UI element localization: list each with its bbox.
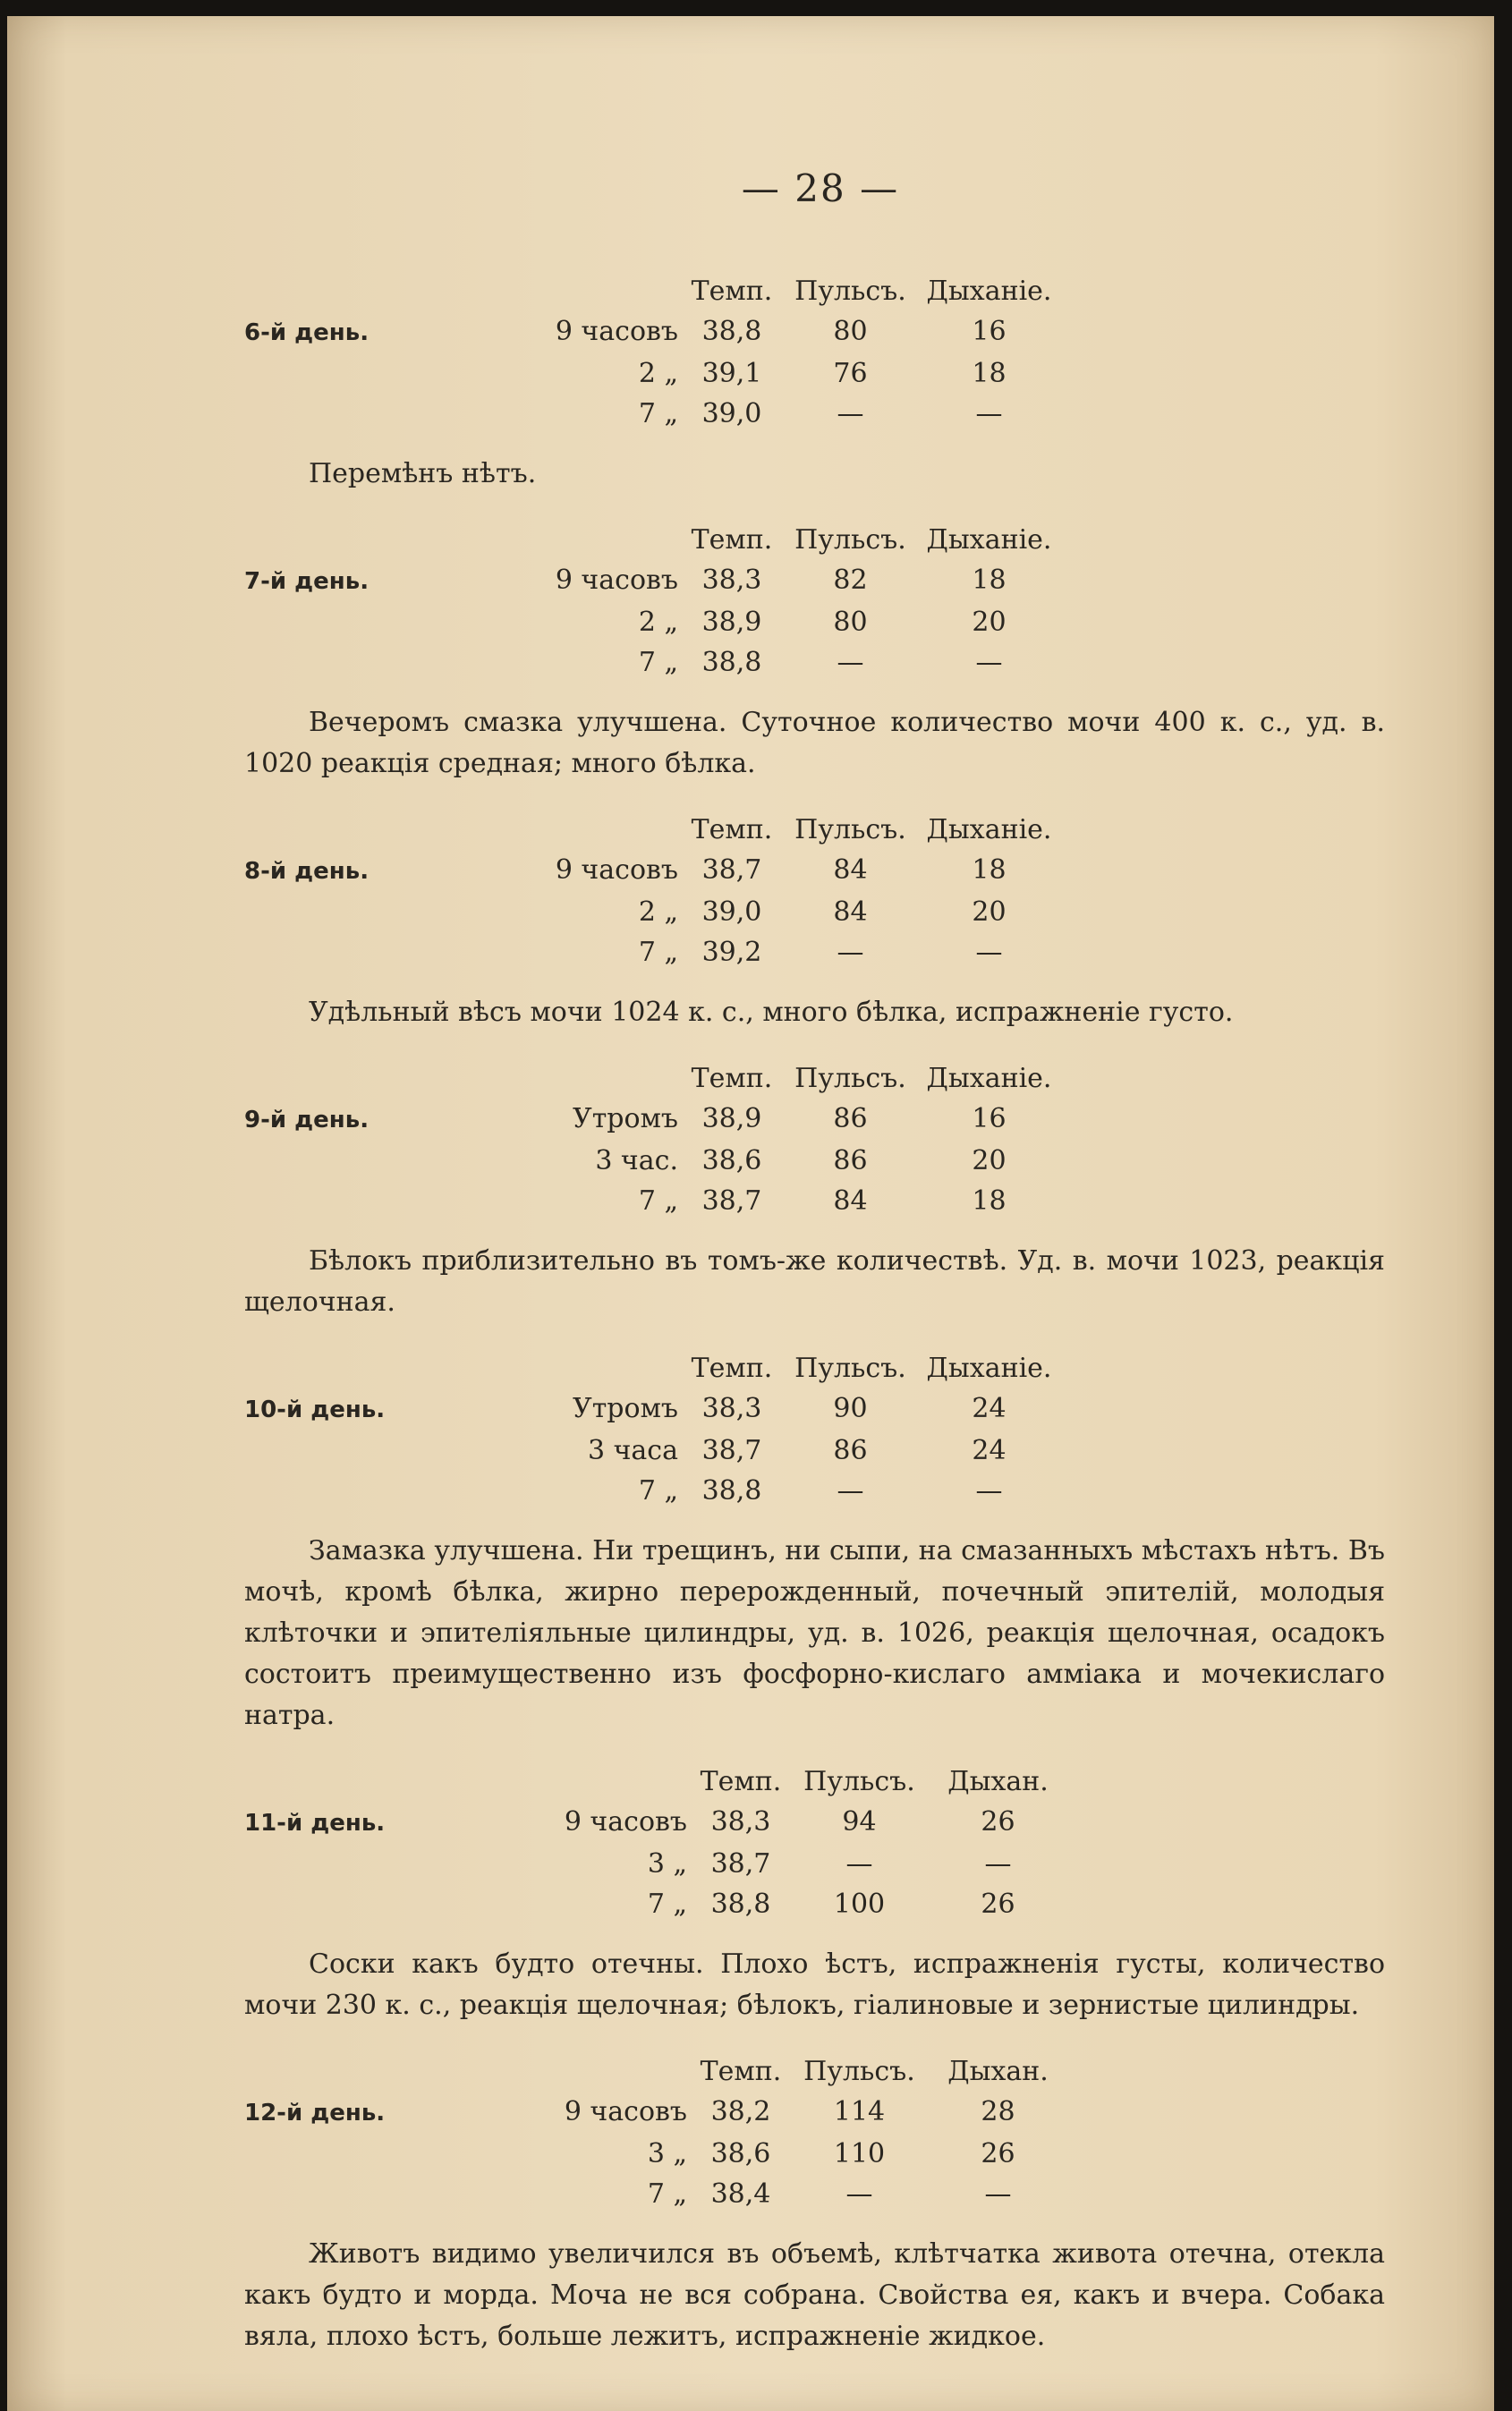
- resp-cell: —: [975, 647, 1003, 678]
- resp-header: Дыханіе.: [926, 524, 1052, 556]
- pulse-header: Пульсъ.: [803, 2056, 915, 2087]
- table-row: [244, 1388, 1403, 1430]
- table-row: [244, 311, 1403, 353]
- resp-header: Дыханіе.: [926, 276, 1052, 307]
- resp-cell: 16: [972, 316, 1007, 347]
- table-row: [244, 850, 1403, 892]
- pulse-cell: 86: [833, 1145, 868, 1176]
- time-cell: 9 часовъ: [555, 565, 678, 596]
- time-cell: 3 „: [647, 2138, 687, 2169]
- resp-cell: 16: [972, 1103, 1007, 1134]
- day-block: [244, 271, 1403, 495]
- table-row: [244, 1099, 1403, 1141]
- table-row: [244, 560, 1403, 602]
- pulse-cell: 100: [833, 1889, 886, 1920]
- resp-cell: —: [975, 937, 1003, 968]
- table-row: [244, 394, 1403, 434]
- pulse-header: Пульсъ.: [794, 814, 906, 845]
- table-row: [244, 1884, 1403, 1924]
- day-label: 6-й день.: [244, 319, 370, 346]
- pulse-cell: 94: [842, 1806, 877, 1838]
- resp-cell: 18: [972, 358, 1007, 389]
- day-label: 11-й день.: [244, 1810, 386, 1837]
- table-row: [244, 932, 1403, 972]
- resp-cell: 18: [972, 565, 1007, 596]
- pulse-cell: 76: [833, 358, 868, 389]
- pulse-cell: —: [845, 2178, 873, 2210]
- time-cell: 7 „: [647, 1889, 687, 1920]
- resp-cell: —: [984, 2178, 1012, 2210]
- time-cell: 2 „: [638, 896, 678, 928]
- time-cell: 7 „: [638, 398, 678, 429]
- temp-cell: 38,8: [701, 647, 762, 678]
- time-cell: 2 „: [638, 607, 678, 638]
- temp-cell: 39,1: [701, 358, 762, 389]
- day-note: Удѣльный вѣсъ мочи 1024 к. с., много бѣлка, испражненіе густо.: [309, 997, 1234, 1028]
- page-number: — 28 —: [741, 166, 900, 210]
- pulse-cell: —: [837, 647, 864, 678]
- resp-cell: 26: [981, 2138, 1015, 2169]
- pulse-cell: 86: [833, 1103, 868, 1134]
- day-note: Соски какъ будто отечны. Плохо ѣстъ, испражненія густы, количество мочи 230 к. с., реакція щелочная; бѣлокъ, гіалиновые и зернистые цилиндры.: [244, 1948, 1385, 2021]
- resp-cell: 24: [972, 1393, 1007, 1424]
- day-label: 8-й день.: [244, 858, 370, 885]
- temp-cell: 38,4: [710, 2178, 771, 2210]
- temp-cell: 38,2: [710, 2096, 771, 2127]
- table-header: [244, 1348, 1403, 1388]
- pulse-cell: 86: [833, 1435, 868, 1466]
- temp-header: Темп.: [700, 1766, 782, 1797]
- day-note: Замазка улучшена. Ни трещинъ, ни сыпи, на смазанныхъ мѣстахъ нѣтъ. Въ мочѣ, кромѣ бѣлка, жирно перерожденный, почечный эпителій, молодыя клѣточки и эпителіяльные цилиндры, уд. в. 1026, реакція щелочная, осадокъ состоитъ преимущественно изъ фосфорно-кислаго амміака и мочекислаго натра.: [244, 1535, 1386, 1731]
- day-block: [244, 810, 1403, 1033]
- temp-cell: 38,3: [701, 1393, 762, 1424]
- pulse-cell: 84: [833, 1185, 868, 1217]
- pulse-cell: —: [837, 398, 864, 429]
- temp-cell: 38,3: [701, 565, 762, 596]
- time-cell: 7 „: [638, 937, 678, 968]
- resp-cell: —: [975, 1475, 1003, 1507]
- resp-header: Дыханіе.: [926, 814, 1052, 845]
- temp-cell: 38,7: [701, 1435, 762, 1466]
- resp-cell: 24: [972, 1435, 1007, 1466]
- temp-cell: 38,3: [710, 1806, 771, 1838]
- table-header: [244, 1762, 1403, 1802]
- table-row: [244, 1471, 1403, 1511]
- resp-header: Дыханіе.: [926, 1353, 1052, 1384]
- time-cell: 9 часовъ: [564, 2096, 687, 2127]
- time-cell: 2 „: [638, 358, 678, 389]
- pulse-header: Пульсъ.: [794, 524, 906, 556]
- temp-cell: 38,6: [710, 2138, 771, 2169]
- table-row: [244, 2134, 1403, 2174]
- temp-header: Темп.: [700, 2056, 782, 2087]
- pulse-header: Пульсъ.: [794, 276, 906, 307]
- day-note: Бѣлокъ приблизительно въ томъ-же количествѣ. Уд. в. мочи 1023, реакція щелочная.: [244, 1245, 1385, 1318]
- pulse-cell: 110: [833, 2138, 886, 2169]
- temp-cell: 38,7: [710, 1848, 771, 1880]
- resp-cell: 20: [972, 1145, 1007, 1176]
- resp-cell: 26: [981, 1806, 1015, 1838]
- pulse-cell: —: [837, 1475, 864, 1507]
- temp-header: Темп.: [691, 524, 773, 556]
- resp-cell: 18: [972, 1185, 1007, 1217]
- temp-header: Темп.: [691, 1353, 773, 1384]
- day-block: [244, 1058, 1403, 1323]
- pulse-cell: 114: [833, 2096, 886, 2127]
- resp-cell: 18: [972, 854, 1007, 886]
- time-cell: 9 часовъ: [555, 854, 678, 886]
- table-header: [244, 2051, 1403, 2092]
- time-cell: Утромъ: [573, 1103, 678, 1134]
- table-row: [244, 892, 1403, 932]
- table-header: [244, 520, 1403, 560]
- temp-header: Темп.: [691, 814, 773, 845]
- time-cell: 7 „: [638, 1185, 678, 1217]
- pulse-cell: 80: [833, 316, 868, 347]
- table-row: [244, 1802, 1403, 1844]
- resp-cell: 20: [972, 607, 1007, 638]
- table-header: [244, 810, 1403, 850]
- table-row: [244, 1181, 1403, 1221]
- temp-cell: 38,9: [701, 1103, 762, 1134]
- temp-header: Темп.: [691, 276, 773, 307]
- temp-cell: 38,9: [701, 607, 762, 638]
- resp-cell: 20: [972, 896, 1007, 928]
- temp-cell: 38,7: [701, 854, 762, 886]
- resp-cell: 26: [981, 1889, 1015, 1920]
- pulse-header: Пульсъ.: [794, 1063, 906, 1094]
- pulse-cell: 90: [833, 1393, 868, 1424]
- resp-cell: —: [975, 398, 1003, 429]
- book-page: [7, 16, 1494, 2411]
- time-cell: 3 „: [647, 1848, 687, 1880]
- temp-cell: 38,8: [701, 1475, 762, 1507]
- table-row: [244, 2174, 1403, 2214]
- resp-cell: 28: [981, 2096, 1015, 2127]
- table-row: [244, 642, 1403, 683]
- temp-header: Темп.: [691, 1063, 773, 1094]
- pulse-header: Пульсъ.: [794, 1353, 906, 1384]
- day-note: Вечеромъ смазка улучшена. Суточное количество мочи 400 к. с., уд. в. 1020 реакція средная; много бѣлка.: [244, 707, 1385, 779]
- table-header: [244, 271, 1403, 311]
- resp-header: Дыхан.: [947, 1766, 1049, 1797]
- temp-cell: 38,8: [701, 316, 762, 347]
- time-cell: 9 часовъ: [555, 316, 678, 347]
- day-block: [244, 1762, 1403, 2026]
- table-header: [244, 1058, 1403, 1099]
- table-row: [244, 1844, 1403, 1884]
- table-row: [244, 2092, 1403, 2134]
- time-cell: 3 час.: [595, 1145, 678, 1176]
- resp-header: Дыхан.: [947, 2056, 1049, 2087]
- pulse-cell: 82: [833, 565, 868, 596]
- day-note: Животъ видимо увеличился въ объемѣ, клѣтчатка живота отечна, отекла какъ будто и морда. Моча не вся собрана. Свойства ея, какъ и вчера. Собака вяла, плохо ѣстъ, больше лежитъ, испражненіе жидкое.: [244, 2238, 1385, 2352]
- day-block: [244, 520, 1403, 785]
- page-content: [244, 271, 1403, 2382]
- time-cell: 7 „: [647, 2178, 687, 2210]
- pulse-cell: 84: [833, 896, 868, 928]
- temp-cell: 39,2: [701, 937, 762, 968]
- day-block: [244, 1348, 1403, 1736]
- time-cell: Утромъ: [573, 1393, 678, 1424]
- day-block: [244, 2051, 1403, 2357]
- day-label: 10-й день.: [244, 1397, 386, 1423]
- resp-cell: —: [984, 1848, 1012, 1880]
- pulse-cell: 84: [833, 854, 868, 886]
- time-cell: 3 часа: [587, 1435, 678, 1466]
- day-label: 9-й день.: [244, 1107, 370, 1133]
- day-label: 7-й день.: [244, 568, 370, 595]
- pulse-cell: —: [837, 937, 864, 968]
- temp-cell: 38,8: [710, 1889, 771, 1920]
- pulse-cell: 80: [833, 607, 868, 638]
- temp-cell: 39,0: [701, 896, 762, 928]
- table-row: [244, 1430, 1403, 1471]
- table-row: [244, 1141, 1403, 1181]
- table-row: [244, 602, 1403, 642]
- resp-header: Дыханіе.: [926, 1063, 1052, 1094]
- day-label: 12-й день.: [244, 2100, 386, 2127]
- temp-cell: 38,6: [701, 1145, 762, 1176]
- time-cell: 7 „: [638, 647, 678, 678]
- time-cell: 9 часовъ: [564, 1806, 687, 1838]
- pulse-header: Пульсъ.: [803, 1766, 915, 1797]
- temp-cell: 38,7: [701, 1185, 762, 1217]
- pulse-cell: —: [845, 1848, 873, 1880]
- temp-cell: 39,0: [701, 398, 762, 429]
- time-cell: 7 „: [638, 1475, 678, 1507]
- table-row: [244, 353, 1403, 394]
- day-note: Перемѣнъ нѣтъ.: [309, 458, 537, 489]
